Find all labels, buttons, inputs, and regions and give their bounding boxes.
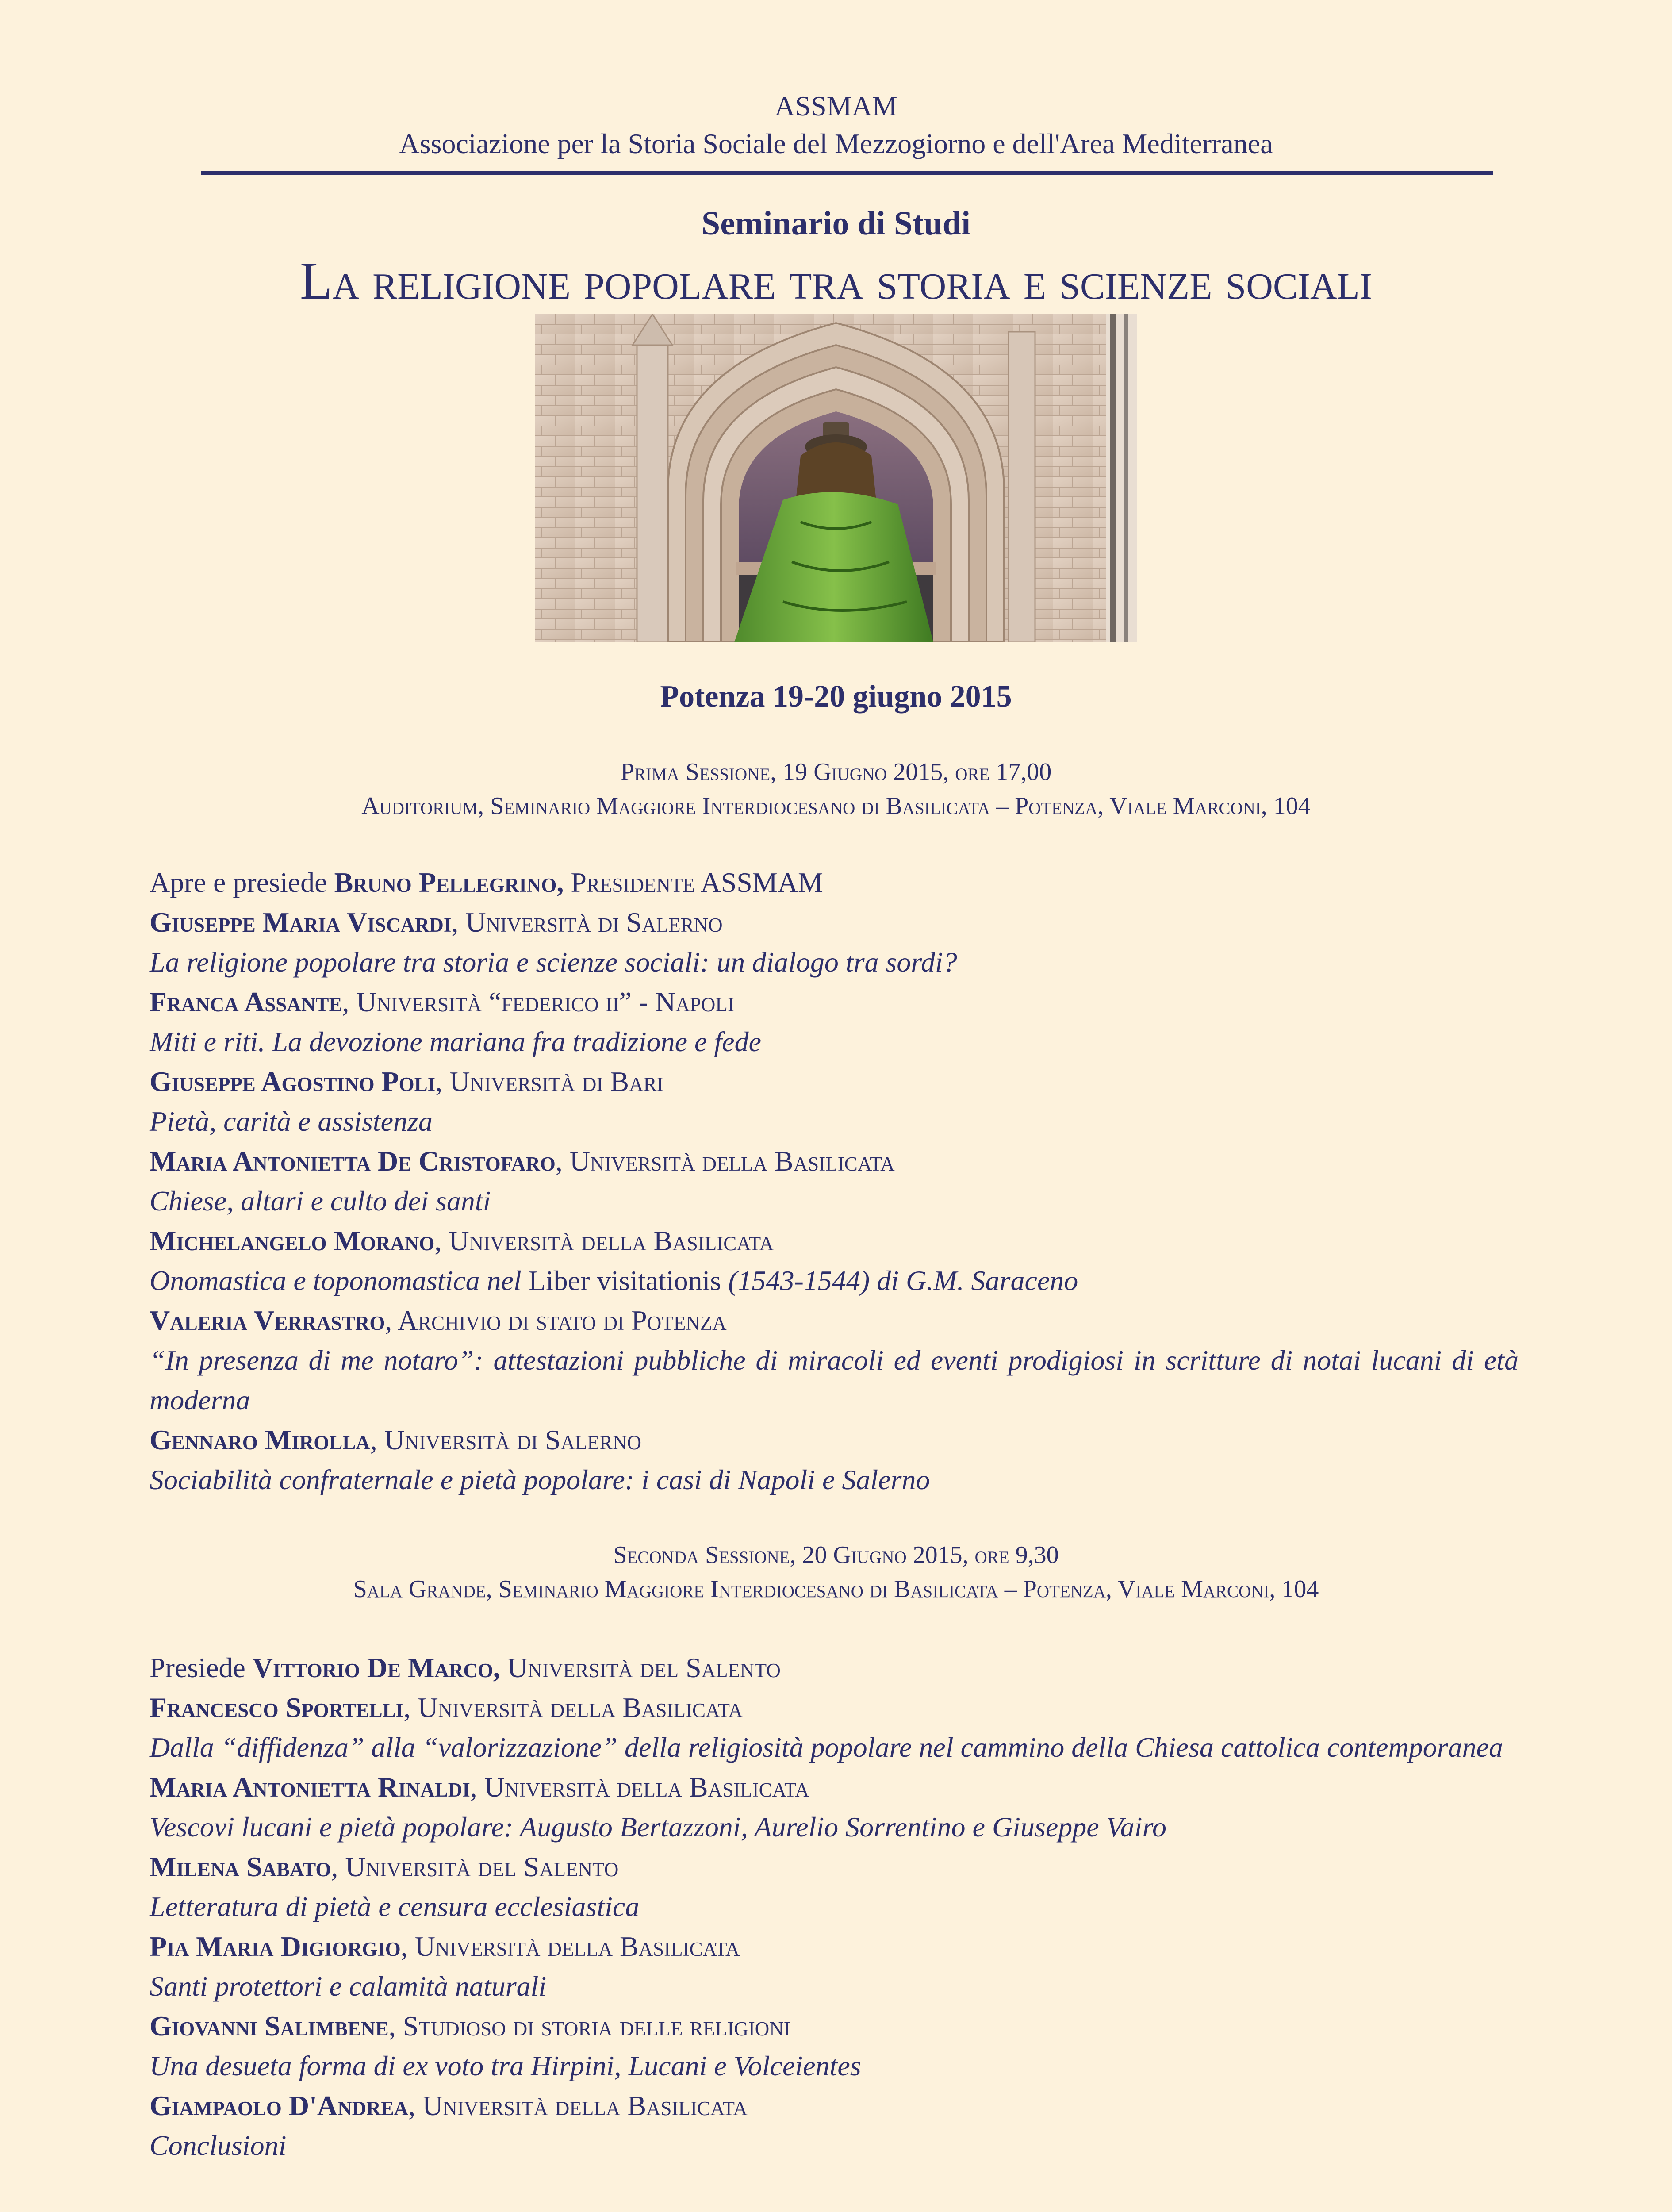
talk-title: Pietà, carità e assistenza: [150, 1106, 433, 1137]
speaker-line: Michelangelo Morano, Università della Basilicata: [150, 1225, 774, 1256]
talk-title: Letteratura di pietà e censura ecclesiastica: [150, 1891, 640, 1922]
speaker-line: Gennaro Mirolla, Università di Salerno: [150, 1424, 641, 1455]
speaker-line: Milena Sabato, Università del Salento: [150, 1851, 619, 1882]
talk-title: La religione popolare tra storia e scienze sociali: un dialogo tra sordi?: [150, 946, 957, 978]
talk-title: Una desueta forma di ex voto tra Hirpini, Lucani e Volceientes: [150, 2050, 861, 2081]
session1-venue: Auditorium, Seminario Maggiore Interdiocesano di Basilicata – Potenza, Viale Marconi, 104: [361, 792, 1311, 820]
seminar-title: La religione popolare tra storia e scienze sociali: [300, 251, 1372, 310]
speaker-line: Valeria Verrastro, Archivio di stato di Potenza: [150, 1305, 727, 1336]
org-name: Associazione per la Storia Sociale del Mezzogiorno e dell'Area Mediterranea: [399, 128, 1273, 159]
event-dates: Potenza 19-20 giugno 2015: [660, 680, 1012, 714]
talk-title: Dalla “diffidenza” alla “valorizzazione” della religiosità popolare nel cammino della Chiesa cattolica contemporanea: [150, 1732, 1503, 1763]
session2-program: [150, 1648, 1519, 2166]
speaker-line: Francesco Sportelli, Università della Basilicata: [150, 1692, 743, 1723]
header-divider: [201, 171, 1493, 175]
procession-photo: [535, 314, 1137, 642]
talk-title: Sociabilità confraternale e pietà popolare: i casi di Napoli e Salerno: [150, 1464, 930, 1495]
talk-title: Chiese, altari e culto dei santi: [150, 1185, 491, 1217]
session2-venue: Sala Grande, Seminario Maggiore Interdiocesano di Basilicata – Potenza, Viale Marconi, 104: [353, 1575, 1319, 1603]
session1-heading: Prima Sessione, 19 Giugno 2015, ore 17,00: [620, 758, 1052, 786]
speaker-line: Giampaolo D'Andrea, Università della Basilicata: [150, 2090, 748, 2121]
speaker-line: Giuseppe Maria Viscardi, Università di Salerno: [150, 906, 723, 938]
talk-title: Vescovi lucani e pietà popolare: Augusto Bertazzoni, Aurelio Sorrentino e Giuseppe Vairo: [150, 1811, 1166, 1843]
speaker-line: Giovanni Salimbene, Studioso di storia delle religioni: [150, 2010, 790, 2042]
talk-title: Santi protettori e calamità naturali: [150, 1970, 547, 2002]
talk-title: Conclusioni: [150, 2130, 287, 2161]
speaker-line: Maria Antonietta Rinaldi, Università della Basilicata: [150, 1771, 809, 1803]
speaker-line: Franca Assante, Università “federico ii” - Napoli: [150, 986, 734, 1018]
talk-title: Miti e riti. La devozione mariana fra tradizione e fede: [150, 1026, 761, 1057]
session2-chair: Presiede Vittorio De Marco, Università del Salento: [150, 1652, 781, 1683]
seminar-subtitle: Seminario di Studi: [701, 205, 971, 242]
speaker-line: Maria Antonietta De Cristofaro, Università della Basilicata: [150, 1145, 895, 1177]
session1-program: [150, 863, 1519, 1500]
speaker-line: Giuseppe Agostino Poli, Università di Bari: [150, 1066, 663, 1097]
talk-title: Onomastica e toponomastica nel Liber visitationis (1543-1544) di G.M. Saraceno: [150, 1265, 1078, 1296]
org-acronym: ASSMAM: [775, 90, 897, 122]
session1-chair: Apre e presiede Bruno Pellegrino, Presidente ASSMAM: [150, 867, 823, 898]
talk-title: “In presenza di me notaro”: attestazioni pubbliche di miracoli ed eventi prodigiosi in scritture di notai lucani di età moderna: [150, 1344, 1519, 1416]
speaker-line: Pia Maria Digiorgio, Università della Basilicata: [150, 1931, 740, 1962]
session2-heading: Seconda Sessione, 20 Giugno 2015, ore 9,30: [613, 1541, 1059, 1569]
